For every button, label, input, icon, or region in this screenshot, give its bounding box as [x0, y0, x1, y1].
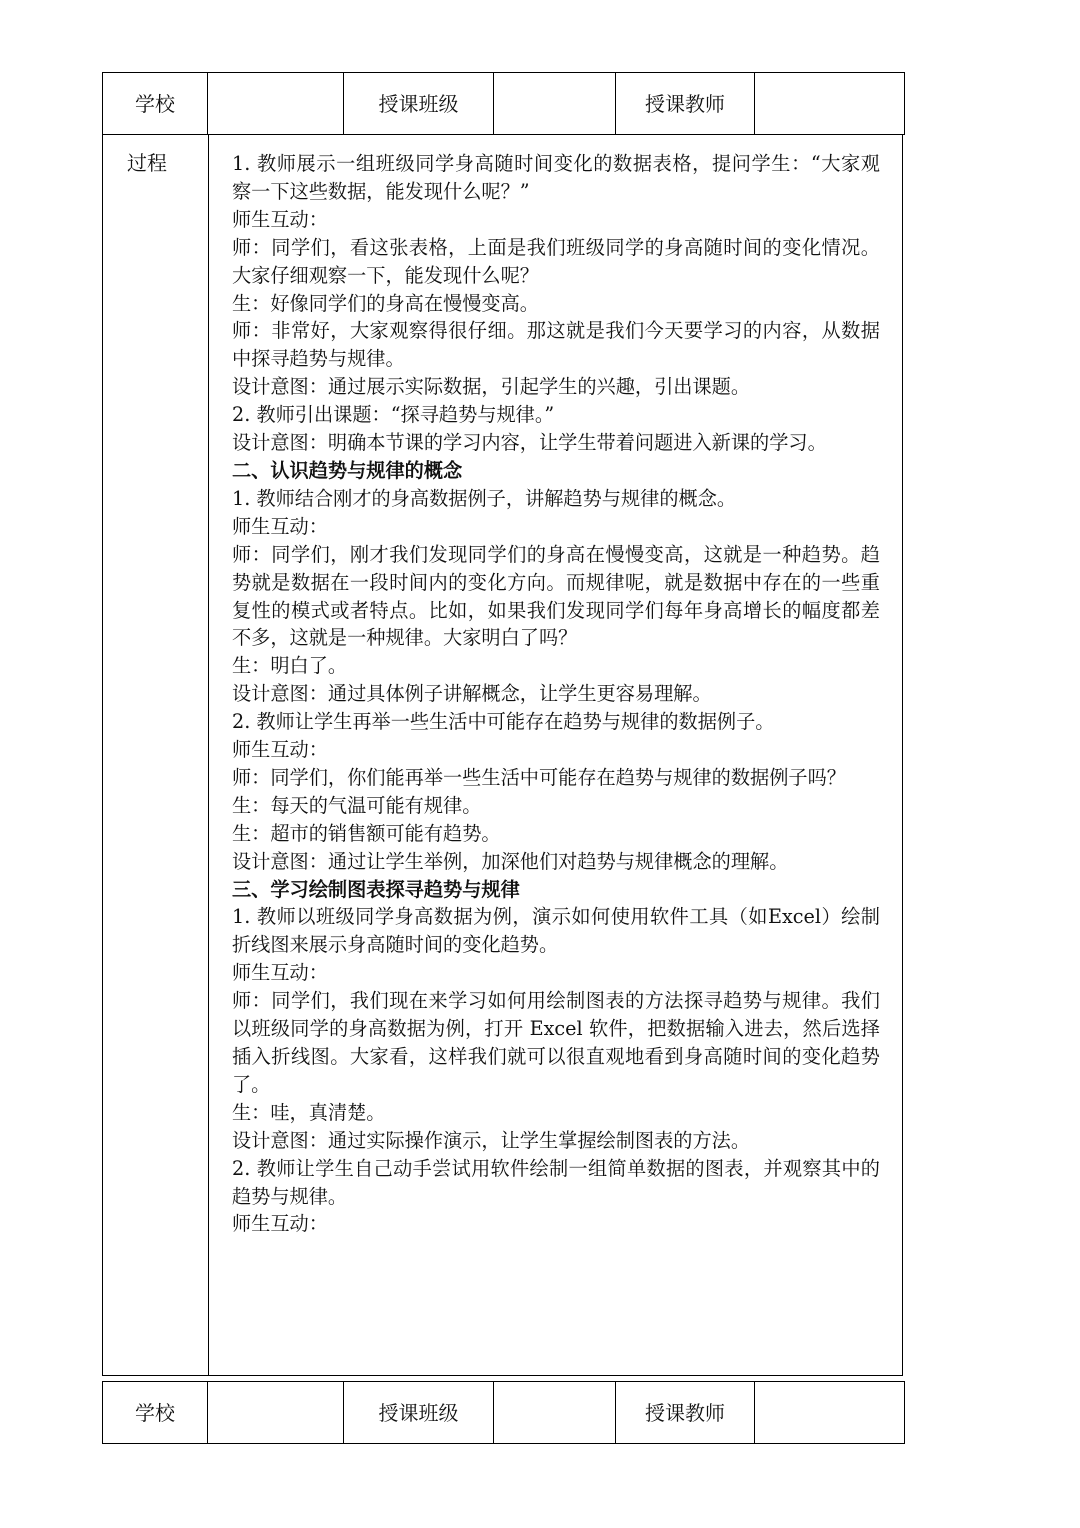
- process-line: 2. 教师引出课题：“探寻趋势与规律。”: [232, 403, 555, 427]
- process-line: 师：非常好，大家观察得很仔细。那这就是我们今天要学习的内容，从数据中探寻趋势与规律。: [232, 319, 880, 371]
- school-label: 学校: [103, 1382, 208, 1444]
- teacher-value: [755, 1382, 905, 1444]
- process-line: 师生互动：: [232, 961, 328, 985]
- process-content: [232, 150, 880, 1238]
- process-line: 师：同学们，看这张表格，上面是我们班级同学的身高随时间的变化情况。大家仔细观察一下，能发现什么呢？: [232, 235, 880, 287]
- process-line: 师生互动：: [232, 514, 328, 538]
- process-line: 设计意图：通过实际操作演示，让学生掌握绘制图表的方法。: [232, 1128, 751, 1152]
- process-line: 师生互动：: [232, 738, 328, 762]
- process-line: 生：超市的销售额可能有趋势。: [232, 821, 501, 845]
- class-value: [494, 1382, 616, 1444]
- class-label: 授课班级: [344, 73, 494, 135]
- process-line: 2. 教师让学生再举一些生活中可能存在趋势与规律的数据例子。: [232, 710, 775, 734]
- section-heading: 三、学习绘制图表探寻趋势与规律: [232, 877, 520, 901]
- process-line: 1. 教师展示一组班级同学身高随时间变化的数据表格，提问学生：“大家观察一下这些数据，能发现什么呢？”: [232, 152, 880, 203]
- process-line: 生：哇，真清楚。: [232, 1100, 386, 1124]
- process-line: 师：同学们，我们现在来学习如何用绘制图表的方法探寻趋势与规律。我们以班级同学的身高数据为例，打开 Excel 软件，把数据输入进去，然后选择插入折线图。大家看，这样我们就可以很直观地看到身高随时间的变化趋势了。: [232, 989, 880, 1096]
- process-line: 生：好像同学们的身高在慢慢变高。: [232, 291, 539, 315]
- school-label: 学校: [103, 73, 208, 135]
- column-divider: [208, 134, 209, 1375]
- teacher-label: 授课教师: [616, 1382, 755, 1444]
- process-section: [102, 134, 903, 1376]
- process-line: 师生互动：: [232, 1212, 328, 1236]
- process-label: 过程: [127, 151, 167, 175]
- process-line: 设计意图：通过具体例子讲解概念，让学生更容易理解。: [232, 682, 712, 706]
- process-line: 生：每天的气温可能有规律。: [232, 793, 482, 817]
- process-line: 1. 教师结合刚才的身高数据例子，讲解趋势与规律的概念。: [232, 486, 737, 510]
- class-label: 授课班级: [344, 1382, 494, 1444]
- process-line: 设计意图：通过让学生举例，加深他们对趋势与规律概念的理解。: [232, 849, 789, 873]
- process-line: 1. 教师以班级同学身高数据为例，演示如何使用软件工具（如Excel）绘制折线图来展示身高随时间的变化趋势。: [232, 905, 880, 957]
- process-line: 师：同学们，刚才我们发现同学们的身高在慢慢变高，这就是一种趋势。趋势就是数据在一段时间内的变化方向。而规律呢，就是数据中存在的一些重复性的模式或者特点。比如，如果我们发现同学们每年身高增长的幅度都差不多，这就是一种规律。大家明白了吗？: [232, 542, 880, 650]
- process-line: 师生互动：: [232, 207, 328, 231]
- school-value: [208, 73, 344, 135]
- process-line: 2. 教师让学生自己动手尝试用软件绘制一组简单数据的图表，并观察其中的趋势与规律。: [232, 1156, 880, 1208]
- class-value: [494, 73, 616, 135]
- school-value: [208, 1382, 344, 1444]
- process-line: 设计意图：明确本节课的学习内容，让学生带着问题进入新课的学习。: [232, 431, 827, 455]
- teacher-label: 授课教师: [616, 73, 755, 135]
- teacher-value: [755, 73, 905, 135]
- process-line: 师：同学们，你们能再举一些生活中可能存在趋势与规律的数据例子吗？: [232, 765, 846, 789]
- header-table-top: [102, 72, 905, 135]
- section-heading: 二、认识趋势与规律的概念: [232, 458, 463, 482]
- header-table-bottom: [102, 1381, 905, 1444]
- process-line: 生：明白了。: [232, 654, 348, 678]
- process-line: 设计意图：通过展示实际数据，引起学生的兴趣，引出课题。: [232, 375, 751, 399]
